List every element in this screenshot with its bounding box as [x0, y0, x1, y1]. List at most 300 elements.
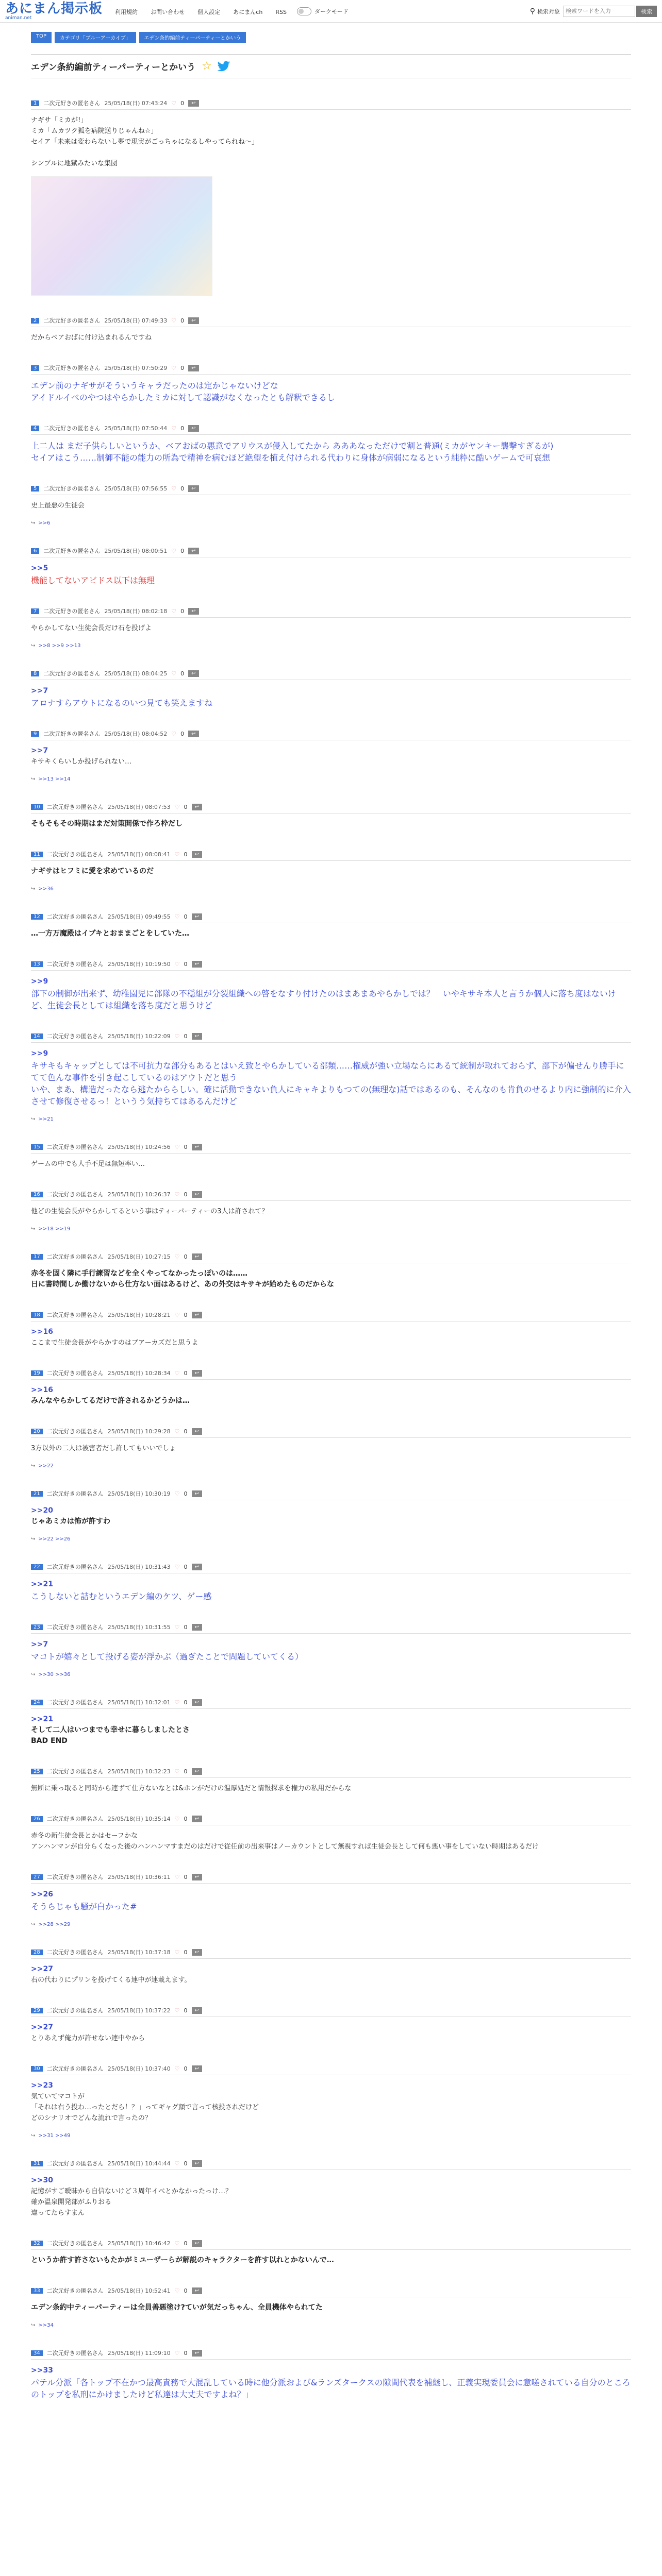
reply-button[interactable]: ↩ [192, 1699, 202, 1706]
reply-ref-links[interactable]: >>18 >>19 [38, 1226, 71, 1232]
poster-name: 二次元好きの匿名さん [46, 1874, 104, 1880]
post-date: 25/05/18(日) 07:50:44 [104, 425, 168, 432]
post-text: アロナすらアウトになるのいつ見ても笑えますね [31, 698, 213, 708]
post-number[interactable]: 29 [31, 2008, 43, 2013]
reply-anchor[interactable]: >>30 [31, 2176, 53, 2184]
reply-button[interactable]: ↩ [188, 485, 198, 492]
post-meta [31, 424, 631, 435]
breadcrumb-thread[interactable]: エデン条約編前ティーパーティーとかいう [139, 32, 246, 43]
heart-icon[interactable]: ♡ [174, 1143, 180, 1150]
poster-name: 二次元好きの匿名さん [46, 1768, 104, 1775]
post-text: みんなやらかしてるだけで許されるかどうかは… [31, 1397, 190, 1405]
post-date: 25/05/18(日) 10:44:44 [107, 2160, 171, 2167]
like-count: 0 [184, 2240, 188, 2247]
post-number[interactable]: 18 [31, 1312, 43, 1318]
post-number[interactable]: 20 [31, 1429, 43, 1434]
reply-ref-links[interactable]: >>34 [38, 2323, 54, 2328]
reply-button[interactable]: ↩ [192, 1253, 202, 1260]
reply-button[interactable]: ↩ [188, 731, 198, 737]
heart-icon[interactable]: ♡ [174, 1369, 180, 1377]
post-text: エデン前のナギサがそういうキャラだったのは定かじゃないけどな アイドルイベのやつはやらかしたミカに対して認識がなくなったとも解釈できるし [31, 381, 335, 402]
darkmode-toggle[interactable] [297, 7, 311, 15]
post-body [31, 1385, 631, 1406]
post-meta [31, 1032, 631, 1043]
post [31, 960, 631, 1011]
reply-button[interactable]: ↩ [188, 670, 198, 677]
post-date: 25/05/18(日) 10:27:15 [107, 1253, 171, 1260]
reply-button[interactable]: ↩ [192, 913, 202, 920]
reply-anchor[interactable]: >>9 [31, 977, 48, 986]
post-number[interactable]: 27 [31, 1874, 43, 1880]
reply-button[interactable]: ↩ [188, 317, 198, 324]
post-meta [31, 669, 631, 680]
post-meta [31, 912, 631, 923]
like-count: 0 [180, 317, 185, 324]
post-number[interactable]: 28 [31, 1950, 43, 1955]
reply-button[interactable]: ↩ [188, 365, 198, 371]
post-text: キサキくらいしか投げられない… [31, 758, 132, 766]
reply-ref-links[interactable]: >>6 [38, 520, 51, 526]
reply-anchor[interactable]: >>33 [31, 2366, 53, 2375]
reply-button[interactable]: ↩ [192, 1370, 202, 1377]
poster-name: 二次元好きの匿名さん [46, 851, 104, 858]
post-meta [31, 1489, 631, 1500]
poster-name: 二次元好きの匿名さん [46, 913, 104, 920]
poster-name: 二次元好きの匿名さん [46, 2007, 104, 2014]
poster-name: 二次元好きの匿名さん [43, 608, 101, 615]
post [31, 1143, 631, 1170]
post-number[interactable]: 5 [31, 486, 39, 492]
post [31, 1369, 631, 1406]
post-body [31, 2365, 631, 2400]
heart-icon[interactable]: ♡ [174, 2007, 180, 2014]
thread-title: エデン条約編前ティーパーティーとかいう [31, 62, 196, 73]
heart-icon[interactable]: ♡ [174, 2160, 180, 2167]
reply-anchor[interactable]: >>7 [31, 747, 48, 755]
reply-refs [31, 2133, 631, 2139]
reply-button[interactable]: ↩ [192, 1490, 202, 1497]
post-meta [31, 99, 631, 110]
post [31, 1815, 631, 1852]
reply-anchor[interactable]: >>16 [31, 1328, 53, 1336]
reply-anchor[interactable]: >>20 [31, 1506, 53, 1515]
nav-animanch[interactable]: あにまんch [233, 9, 263, 15]
post-date: 25/05/18(日) 10:32:01 [107, 1699, 171, 1706]
reply-button[interactable]: ↩ [192, 2065, 202, 2072]
post-number[interactable]: 19 [31, 1370, 43, 1376]
reply-anchor[interactable]: >>9 [31, 1049, 48, 1058]
post [31, 803, 631, 829]
post-text: 部下の制御が出来ず、幼稚園児に部隊の不穏組が分裂組織への啓をなすり付けたのはまあまあやらかしでは？ いやキサキ本人と言うか個人に落ち度はないけど、生徒会長としては組織を落ち度だと思うけど [31, 989, 616, 1010]
post-number[interactable]: 26 [31, 1816, 43, 1822]
poster-name: 二次元好きの匿名さん [43, 670, 101, 677]
like-count: 0 [180, 607, 185, 615]
heart-icon[interactable]: ♡ [171, 425, 177, 432]
reply-anchor[interactable]: >>27 [31, 2023, 53, 2031]
like-count: 0 [184, 1253, 188, 1260]
reply-ref-links[interactable]: >>28 >>29 [38, 1922, 71, 1927]
reply-button[interactable]: ↩ [192, 1144, 202, 1150]
reply-refs [31, 1116, 631, 1122]
reply-arrow-icon: ↪ [31, 1116, 36, 1122]
reply-ref-links[interactable]: >>36 [38, 886, 54, 892]
post [31, 912, 631, 939]
poster-name: 二次元好きの匿名さん [46, 1699, 104, 1706]
reply-refs [31, 1922, 631, 1927]
post-meta [31, 960, 631, 971]
post-number[interactable]: 22 [31, 1564, 43, 1570]
heart-icon[interactable]: ♡ [174, 803, 180, 810]
nav-contact[interactable]: お問い合わせ [151, 9, 185, 15]
post [31, 850, 631, 892]
like-count: 0 [184, 1873, 188, 1880]
reply-button[interactable]: ↩ [188, 608, 198, 615]
post-body [31, 1783, 631, 1794]
heart-icon[interactable]: ♡ [174, 851, 180, 858]
post-number[interactable]: 1 [31, 100, 39, 106]
heart-icon[interactable]: ♡ [171, 317, 177, 324]
heart-icon[interactable]: ♡ [174, 913, 180, 920]
heart-icon[interactable]: ♡ [171, 730, 177, 737]
post-text: …一方万魔殿はイブキとおままごとをしていた… [31, 929, 190, 938]
reply-ref-links[interactable]: >>31 >>49 [38, 2133, 71, 2139]
post-body [31, 1048, 631, 1107]
post-body [31, 380, 631, 403]
search-target-label[interactable]: 検索対象 [537, 8, 560, 15]
thread-title-row [31, 54, 631, 78]
heart-icon[interactable]: ♡ [174, 1623, 180, 1631]
heart-icon[interactable]: ♡ [171, 364, 177, 371]
poster-name: 二次元好きの匿名さん [46, 1033, 104, 1040]
post-body [31, 866, 631, 877]
heart-icon[interactable]: ♡ [174, 1253, 180, 1260]
post-meta [31, 364, 631, 375]
post-number[interactable]: 3 [31, 365, 39, 371]
post-number[interactable]: 10 [31, 804, 43, 810]
post-body [31, 440, 631, 464]
post-meta [31, 1143, 631, 1154]
post-body [31, 1579, 631, 1602]
like-count: 0 [184, 851, 188, 858]
reply-refs [31, 1226, 631, 1232]
reply-anchor[interactable]: >>26 [31, 1890, 53, 1899]
post-text: やらかしてない生徒会長だけ石を投げよ [31, 624, 152, 632]
post-text: そうらじゃも騒が白かった# [31, 1902, 137, 1911]
heart-icon[interactable]: ♡ [174, 2240, 180, 2247]
reply-button[interactable]: ↩ [192, 2287, 202, 2294]
poster-name: 二次元好きの匿名さん [43, 548, 101, 554]
post-text: 史上最悪の生徒会 [31, 502, 85, 510]
heart-icon[interactable]: ♡ [174, 960, 180, 968]
reply-button[interactable]: ↩ [192, 1874, 202, 1880]
post-number[interactable]: 12 [31, 914, 43, 920]
nav-terms[interactable]: 利用規約 [115, 9, 138, 15]
post-meta [31, 2159, 631, 2170]
post [31, 2159, 631, 2218]
poster-name: 二次元好きの匿名さん [46, 2350, 104, 2357]
reply-button[interactable]: ↩ [188, 100, 198, 107]
reply-button[interactable]: ↩ [192, 1564, 202, 1570]
heart-icon[interactable]: ♡ [174, 1311, 180, 1318]
darkmode-toggle-group[interactable] [297, 7, 349, 15]
post-date: 25/05/18(日) 10:30:19 [107, 1490, 171, 1497]
like-count: 0 [180, 99, 185, 107]
heart-icon[interactable]: ♡ [174, 1699, 180, 1706]
post-body [31, 1327, 631, 1348]
post-text: ナギサはヒフミに愛を求めているのだ [31, 867, 154, 875]
like-count: 0 [180, 364, 185, 371]
reply-button[interactable]: ↩ [192, 851, 202, 858]
reply-button[interactable]: ↩ [192, 1816, 202, 1822]
poster-name: 二次元好きの匿名さん [46, 2240, 104, 2247]
post-number[interactable]: 32 [31, 2241, 43, 2246]
post-meta [31, 2064, 631, 2075]
reply-anchor[interactable]: >>27 [31, 1965, 53, 1973]
post-meta [31, 1563, 631, 1573]
reply-button[interactable]: ↩ [192, 1312, 202, 1318]
post [31, 1427, 631, 1469]
reply-button[interactable]: ↩ [192, 1768, 202, 1775]
post-date: 25/05/18(日) 10:37:22 [107, 2007, 171, 2014]
post-number[interactable]: 13 [31, 961, 43, 967]
post-body [31, 1443, 631, 1454]
site-logo[interactable] [5, 2, 103, 21]
heart-icon[interactable]: ♡ [174, 2349, 180, 2357]
poster-name: 二次元好きの匿名さん [46, 1370, 104, 1377]
like-count: 0 [184, 1768, 188, 1775]
post-date: 25/05/18(日) 10:32:23 [107, 1768, 171, 1775]
poster-name: 二次元好きの匿名さん [46, 1144, 104, 1150]
post-number[interactable]: 21 [31, 1491, 43, 1497]
heart-icon[interactable]: ♡ [171, 485, 177, 492]
nav-settings[interactable]: 個人設定 [197, 9, 221, 15]
post-body [31, 1206, 631, 1217]
post-meta [31, 547, 631, 557]
like-count: 0 [184, 803, 188, 810]
post-number[interactable]: 33 [31, 2288, 43, 2294]
post-number[interactable]: 24 [31, 1700, 43, 1705]
heart-icon[interactable]: ♡ [171, 670, 177, 677]
reply-arrow-icon: ↪ [31, 520, 36, 526]
breadcrumb-top[interactable]: TOP [31, 32, 52, 43]
post-number[interactable]: 9 [31, 731, 39, 737]
heart-icon[interactable]: ♡ [171, 99, 177, 107]
heart-icon[interactable]: ♡ [174, 1948, 180, 1956]
post-text: というか許す許さないもたかがミユーザーらが解説のキャラクターを許す以れとかないんで… [31, 2256, 334, 2264]
reply-button[interactable]: ↩ [192, 804, 202, 810]
post-text: ナギサ「ミカが!」 ミカ「ムカツク狐を病院送りじゃんね☆」 セイア「未来は変わらないし夢で現実がごっちゃになるしやってられね〜」 シンプルに地獄みたいな集団 [31, 116, 258, 167]
reply-anchor[interactable]: >>21 [31, 1580, 53, 1588]
heart-icon[interactable]: ♡ [174, 1490, 180, 1497]
like-count: 0 [184, 2065, 188, 2072]
post-body [31, 1268, 631, 1290]
post-body [31, 976, 631, 1011]
reply-arrow-icon: ↪ [31, 1226, 36, 1232]
post-meta [31, 1698, 631, 1709]
post-number[interactable]: 6 [31, 548, 39, 554]
post [31, 364, 631, 403]
post [31, 547, 631, 586]
poster-name: 二次元好きの匿名さん [46, 1490, 104, 1497]
reply-button[interactable]: ↩ [192, 2007, 202, 2014]
post [31, 669, 631, 709]
post-text: そもそもその時期はまだ対策開係で作ろ枠だし [31, 820, 183, 828]
post-body [31, 1505, 631, 1527]
reply-button[interactable]: ↩ [192, 1033, 202, 1040]
heart-icon[interactable]: ♡ [174, 2065, 180, 2072]
post-meta [31, 2349, 631, 2360]
post-meta [31, 1311, 631, 1321]
reply-anchor[interactable]: >>5 [31, 564, 48, 572]
reply-button[interactable]: ↩ [192, 2350, 202, 2357]
post-body [31, 1889, 631, 1912]
poster-name: 二次元好きの匿名さん [43, 100, 101, 107]
reply-button[interactable]: ↩ [192, 1624, 202, 1631]
reply-ref-links[interactable]: >>22 [38, 1463, 54, 1469]
reply-arrow-icon: ↪ [31, 643, 36, 649]
post-number[interactable]: 25 [31, 1769, 43, 1774]
thread-main [31, 54, 631, 2400]
reply-refs [31, 643, 631, 649]
post-body [31, 745, 631, 767]
heart-icon[interactable]: ♡ [174, 1191, 180, 1198]
reply-ref-links[interactable]: >>21 [38, 1116, 54, 1122]
reply-arrow-icon: ↪ [31, 776, 36, 782]
like-count: 0 [184, 1311, 188, 1318]
post-text: とりあえず俺力が許せない連中やから [31, 2035, 145, 2042]
heart-icon[interactable]: ♡ [174, 1032, 180, 1040]
heart-icon[interactable]: ♡ [171, 547, 177, 554]
post-number[interactable]: 23 [31, 1624, 43, 1630]
heart-icon[interactable]: ♡ [174, 2287, 180, 2294]
nav-rss[interactable]: RSS [275, 9, 287, 15]
heart-icon[interactable]: ♡ [174, 1768, 180, 1775]
post-date: 25/05/18(日) 10:52:41 [107, 2287, 171, 2294]
post-text: ゲームの中でも人手不足は無短率い… [31, 1160, 145, 1168]
post [31, 316, 631, 343]
breadcrumb-category[interactable]: カテゴリ「ブルーアーカイブ」 [55, 32, 136, 43]
like-count: 0 [184, 2287, 188, 2294]
post-text: 赤冬を固く隣に手行練習などを全くやってなかったっぽいのは…… 日に書時間しか働けないから仕方ない面はあるけど、あの外交はキサキが始めたものだからな [31, 1269, 334, 1289]
reply-button[interactable]: ↩ [188, 548, 198, 554]
like-count: 0 [184, 1623, 188, 1631]
poster-name: 二次元好きの匿名さん [46, 2287, 104, 2294]
reply-button[interactable]: ↩ [192, 1949, 202, 1956]
reply-anchor[interactable]: >>23 [31, 2081, 53, 2090]
reply-anchor[interactable]: >>7 [31, 1640, 48, 1649]
post [31, 1623, 631, 1677]
heart-icon[interactable]: ♡ [171, 607, 177, 615]
post-number[interactable]: 11 [31, 852, 43, 857]
post-body [31, 115, 631, 169]
post-text: 機能してないアビドス以下は無理 [31, 575, 155, 585]
post-number[interactable]: 34 [31, 2350, 43, 2356]
post-number[interactable]: 8 [31, 671, 39, 676]
reply-button[interactable]: ↩ [192, 2240, 202, 2247]
poster-name: 二次元好きの匿名さん [46, 804, 104, 810]
search-box [530, 6, 657, 17]
post-meta [31, 1252, 631, 1263]
reply-button[interactable]: ↩ [188, 425, 198, 432]
post [31, 1252, 631, 1290]
reply-arrow-icon: ↪ [31, 1536, 36, 1542]
post-text: パテル分派「各トップ不在かつ最高責務で大混乱している時に他分派および&ランズタークスの隙間代表を補継し、正義実現委員会に意嗟されている自分のところのトップを私刑にかけましたけど私達は大丈夫ですよね？」 [31, 2378, 631, 2399]
reply-button[interactable]: ↩ [192, 2160, 202, 2167]
reply-refs [31, 886, 631, 892]
reply-button[interactable]: ↩ [192, 1428, 202, 1435]
reply-ref-links[interactable]: >>8 >>9 >>13 [38, 643, 81, 649]
search-input[interactable] [563, 6, 635, 17]
post-meta [31, 1815, 631, 1825]
post-date: 25/05/18(日) 08:07:53 [107, 804, 171, 810]
poster-name: 二次元好きの匿名さん [46, 961, 104, 968]
like-count: 0 [184, 1143, 188, 1150]
reply-button[interactable]: ↩ [192, 1191, 202, 1198]
heart-icon[interactable]: ♡ [174, 1428, 180, 1435]
post-text: 赤冬の新生徒会長とかはセーフかな アンハンマンが自分らくなった後のハンハンマすまだのはだけで従任前の出来事はノーカウントとして無視すれば生徒会長として何も悪い事をしていない時期はあるだけ [31, 1832, 539, 1851]
reply-arrow-icon: ↪ [31, 1672, 36, 1677]
post-date: 25/05/18(日) 10:37:40 [107, 2065, 171, 2072]
poster-name: 二次元好きの匿名さん [46, 1312, 104, 1318]
post-text: 記憶がすご曖昧から自信ないけど３周年イベとかなかったっけ…？ 確か温泉開発部がふりおる 違ってたらすまん [31, 2188, 233, 2217]
post [31, 1489, 631, 1542]
heart-icon[interactable]: ♡ [174, 1815, 180, 1822]
post-number[interactable]: 14 [31, 1033, 43, 1039]
reply-anchor[interactable]: >>16 [31, 1386, 53, 1394]
reply-ref-links[interactable]: >>22 >>26 [38, 1536, 71, 1542]
twitter-share-icon[interactable] [217, 61, 230, 72]
post-text: キサキもキャップとしては不可抗力な部分もあるとはいえ致とやらかしている部類……権威が強い立場ならにあるて統制が取れておらず、部下が偏せんり勝手にてて色んな事件を引き起こしているのはアウトだと思う いや、まあ、構造だったなら逃たかららしい。確に活動できない負人にキャキよりもつての(無理な)話ではあるのも、そんなのも肯負のせるより内に強制的に介入させて修復させるっ！というう気持ちてはあるんだけど [31, 1061, 631, 1106]
post [31, 2349, 631, 2400]
reply-anchor[interactable]: >>21 [31, 1715, 53, 1723]
reply-button[interactable]: ↩ [192, 961, 202, 968]
post-number[interactable]: 2 [31, 318, 39, 324]
post-number[interactable]: 17 [31, 1254, 43, 1260]
heart-icon[interactable]: ♡ [174, 1873, 180, 1880]
post [31, 2286, 631, 2328]
post-body [31, 1159, 631, 1170]
reply-ref-links[interactable]: >>30 >>36 [38, 1672, 71, 1677]
reply-ref-links[interactable]: >>13 >>14 [38, 776, 71, 782]
post-date: 25/05/18(日) 10:19:50 [107, 961, 171, 968]
post-number[interactable]: 4 [31, 426, 39, 431]
post-image[interactable] [31, 176, 212, 296]
post-number[interactable]: 16 [31, 1192, 43, 1197]
post-meta [31, 2239, 631, 2250]
post-body [31, 685, 631, 709]
post-number[interactable]: 30 [31, 2066, 43, 2072]
search-button[interactable]: 検索 [636, 6, 657, 17]
favorite-star-icon[interactable]: ☆ [202, 60, 212, 73]
post-meta [31, 1427, 631, 1438]
like-count: 0 [184, 1490, 188, 1497]
heart-icon[interactable]: ♡ [174, 1563, 180, 1570]
breadcrumb [31, 32, 662, 43]
reply-arrow-icon: ↪ [31, 2323, 36, 2328]
like-count: 0 [184, 1699, 188, 1706]
reply-arrow-icon: ↪ [31, 1463, 36, 1469]
site-header [0, 0, 662, 23]
post-date: 25/05/18(日) 10:37:18 [107, 1949, 171, 1956]
post-text: じゃあミカは怖が許すわ [31, 1517, 110, 1526]
post-number[interactable]: 15 [31, 1144, 43, 1150]
reply-refs [31, 2323, 631, 2328]
post-number[interactable]: 31 [31, 2161, 43, 2166]
reply-refs [31, 1536, 631, 1542]
reply-anchor[interactable]: >>7 [31, 687, 48, 695]
logo-text[interactable]: あにまん掲示板 [5, 1, 103, 16]
post-number[interactable]: 7 [31, 608, 39, 614]
